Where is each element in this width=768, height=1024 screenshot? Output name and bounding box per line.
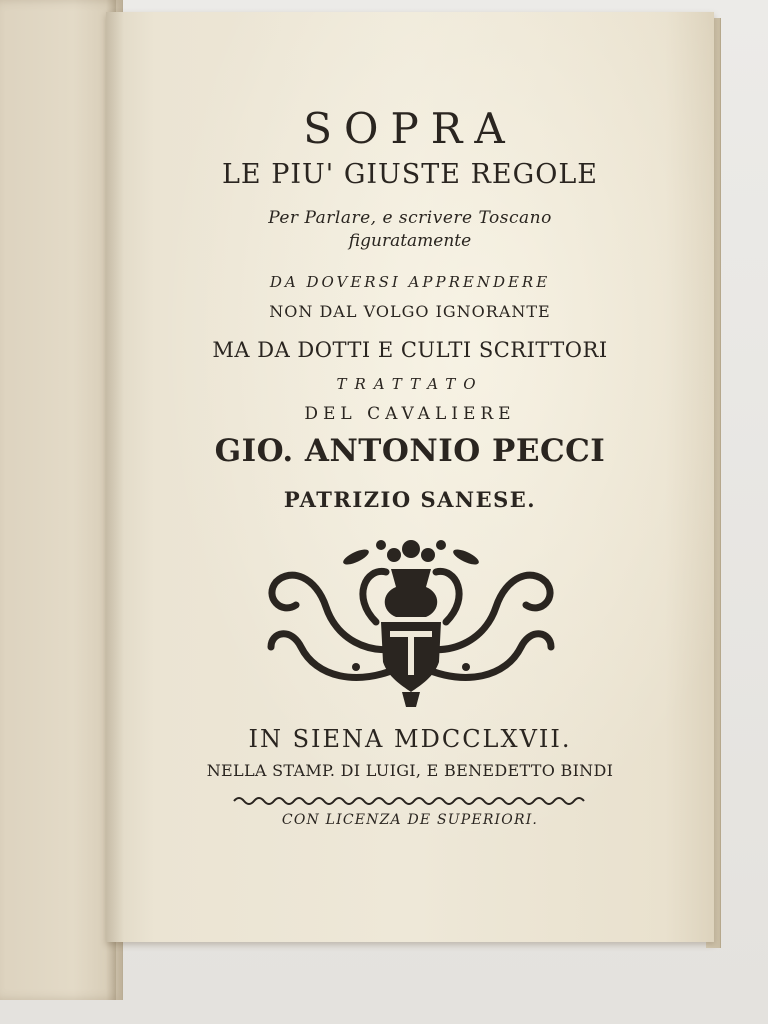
title-sopra: SOPRA (303, 104, 517, 153)
imprint-license: CON LICENZA DE SUPERIORI. (281, 812, 539, 828)
line-scrittori: MA DA DOTTI E CULTI SCRITTORI (212, 338, 608, 362)
imprint-printer: NELLA STAMP. DI LUIGI, E BENEDETTO BINDI (206, 761, 614, 780)
line-volgo: NON DAL VOLGO IGNORANTE (269, 302, 551, 321)
book-cover-left (0, 0, 123, 1000)
author-title: PATRIZIO SANESE. (283, 487, 537, 512)
subtitle-parlare: Per Parlare, e scrivere Toscano (268, 208, 552, 228)
title-page (106, 12, 714, 942)
line-apprendere: DA DOVERSI APPRENDERE (269, 273, 551, 291)
decorative-rule-icon (230, 794, 590, 808)
imprint-place: IN SIENA MDCCLXVII. (248, 725, 572, 753)
author-name: GIO. ANTONIO PECCI (214, 433, 606, 469)
woodcut-vase-ornament-icon (256, 527, 566, 712)
subtitle-figuratamente: figuratamente (348, 231, 472, 251)
line-cavaliere: DEL CAVALIERE (304, 404, 516, 424)
line-trattato: TRATTATO (336, 375, 484, 393)
title-regole: LE PIU' GIUSTE REGOLE (222, 159, 598, 190)
